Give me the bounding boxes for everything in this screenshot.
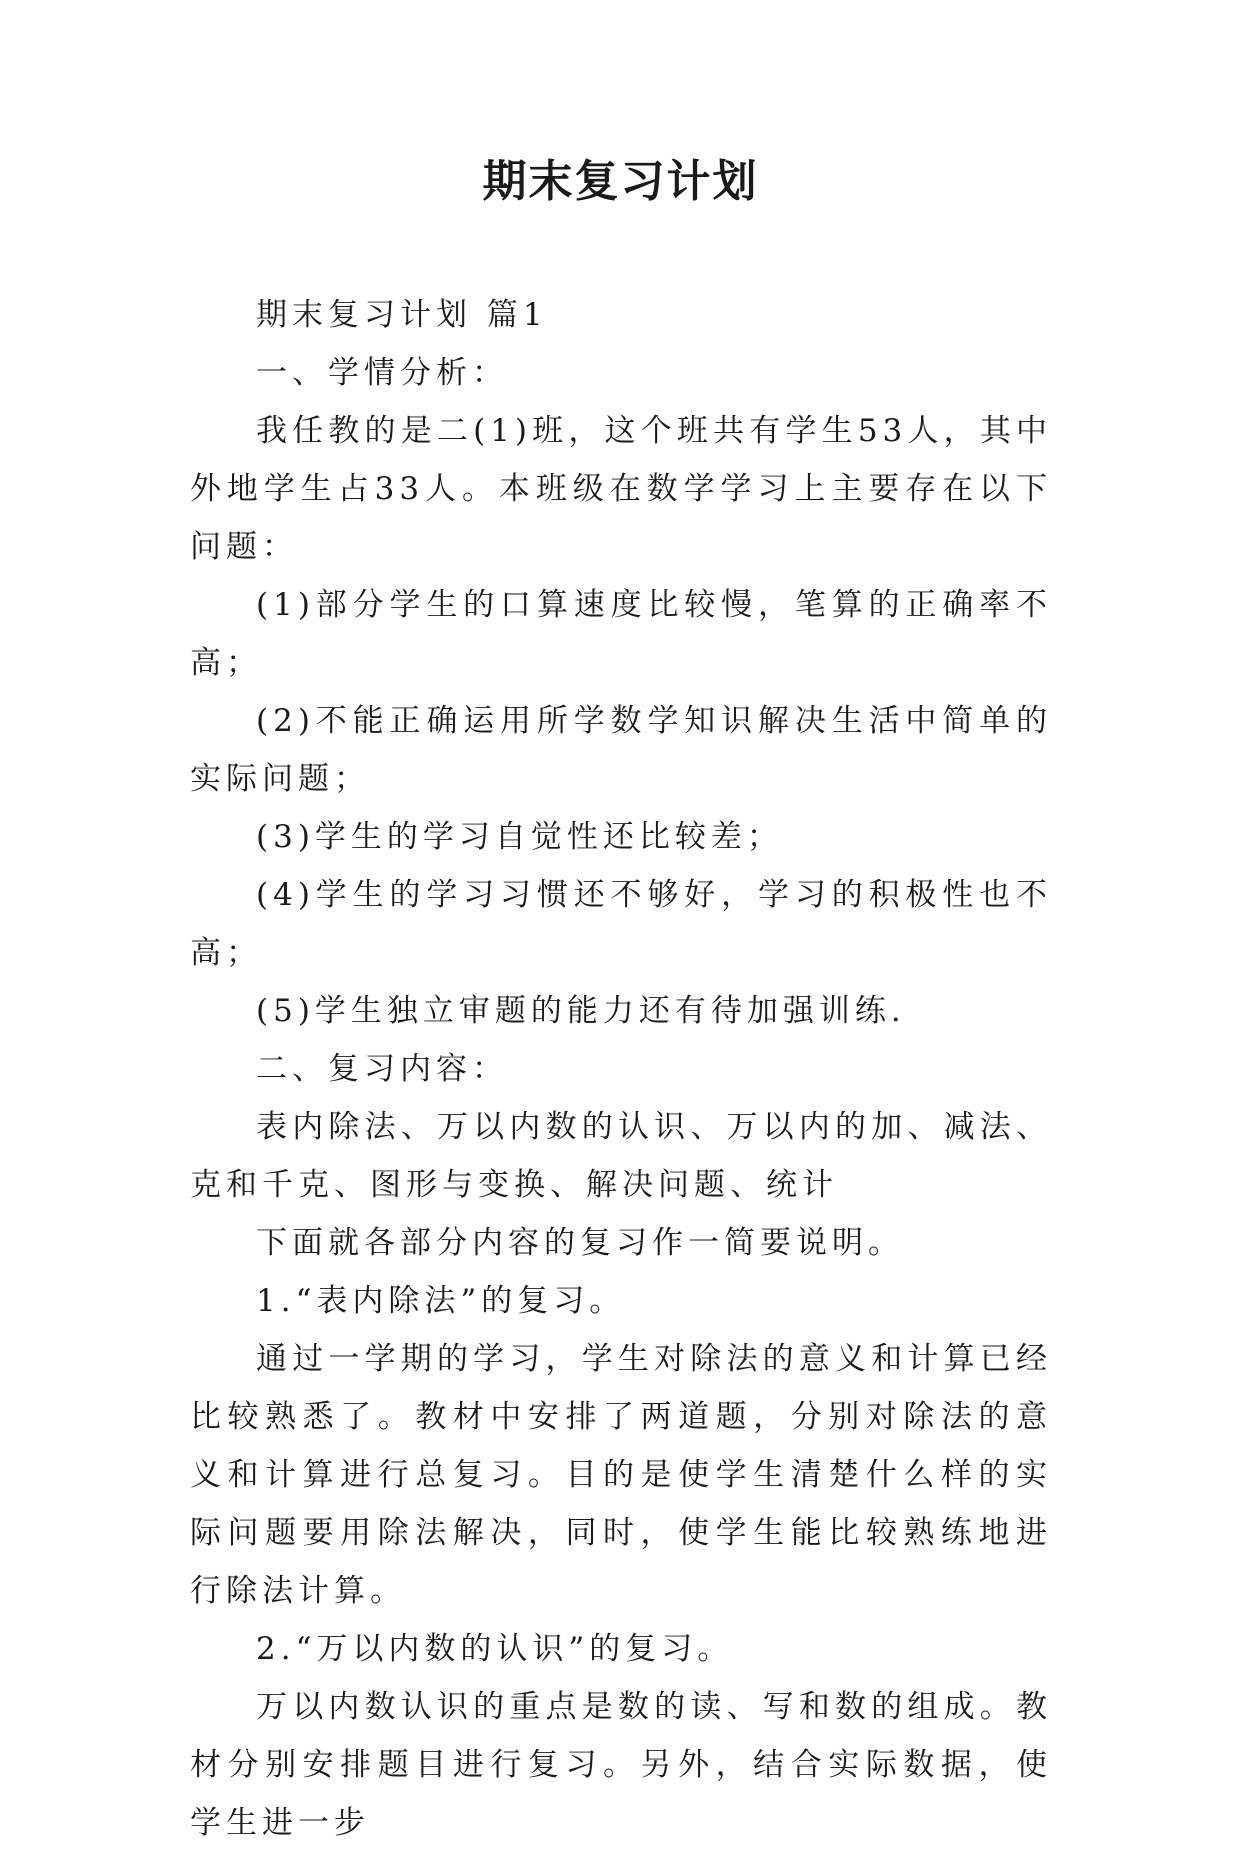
subsection-heading: 二、复习内容： [256, 1051, 508, 1087]
list-item: (5)学生独立审题的能力还有待加强训练. [256, 993, 906, 1029]
paragraph: 表内除法、万以内数的认识、万以内的加、减法、克和千克、图形与变换、解决问题、统计 [190, 1109, 1052, 1203]
item-heading: 1.“表内除法”的复习。 [256, 1283, 626, 1319]
list-item: (3)学生的学习自觉性还比较差； [256, 819, 783, 855]
paragraph: 下面就各部分内容的复习作一简要说明。 [256, 1225, 904, 1261]
list-item: (2)不能正确运用所学数学知识解决生活中简单的实际问题； [190, 703, 1052, 797]
paragraph: 通过一学期的学习，学生对除法的意义和计算已经比较熟悉了。教材中安排了两道题，分别对除法的意义和计算进行总复习。目的是使学生清楚什么样的实际问题要用除法解决，同时，使学生能比较熟练地进行除法计算。 [190, 1341, 1052, 1609]
paragraph: 万以内数认识的重点是数的读、写和数的组成。教材分别安排题目进行复习。另外，结合实际数据，使学生进一步 [190, 1689, 1052, 1841]
list-item: (4)学生的学习习惯还不够好，学习的积极性也不高； [190, 877, 1052, 971]
subsection-heading: 一、学情分析： [256, 355, 508, 391]
section-heading: 期末复习计划 篇1 [256, 297, 548, 333]
document-body [190, 286, 1052, 1852]
item-heading: 2.“万以内数的认识”的复习。 [256, 1631, 734, 1667]
list-item: (1)部分学生的口算速度比较慢，笔算的正确率不高； [190, 587, 1052, 681]
paragraph: 我任教的是二(1)班，这个班共有学生53人，其中外地学生占33人。本班级在数学学习上主要存在以下问题： [190, 413, 1052, 565]
document-title: 期末复习计划 [482, 156, 759, 207]
